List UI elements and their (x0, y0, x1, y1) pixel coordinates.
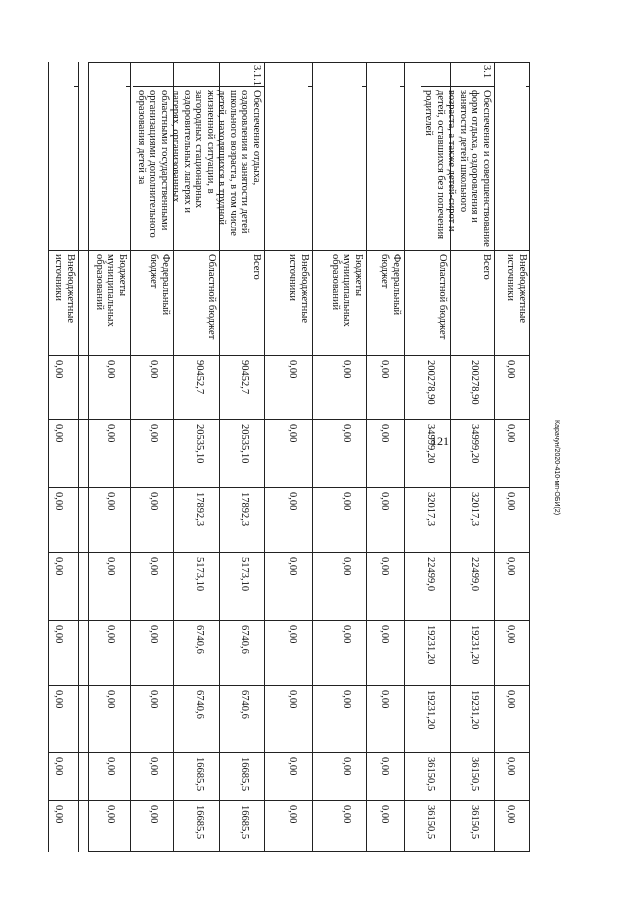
value-cell: 0,00 (265, 487, 312, 552)
value-cell: 0,00 (131, 355, 173, 419)
value-cell: 0,00 (313, 419, 366, 487)
row-title (215, 86, 219, 250)
row-title (74, 86, 78, 250)
row-number (313, 62, 366, 86)
document-footer: Карачун/2020-410-мп-ОБИ(2) (553, 420, 560, 516)
table-row (404, 62, 450, 852)
value-cell: 0,00 (79, 752, 130, 800)
value-cell: 34999,20 (451, 419, 494, 487)
value-cell: 0,00 (265, 355, 312, 419)
value-cell: 0,00 (367, 752, 404, 800)
value-cell: 200278,90 (451, 355, 494, 419)
value-cell: 16685,5 (220, 752, 264, 800)
value-cell: 17892,3 (220, 487, 264, 552)
row-title (526, 86, 530, 250)
row-number (174, 62, 219, 86)
budget-table (53, 62, 530, 852)
table-row (130, 62, 173, 852)
value-cell: 0,00 (49, 419, 78, 487)
value-cell: 0,00 (495, 487, 530, 552)
value-cell: 0,00 (313, 752, 366, 800)
value-cell: 5173,10 (220, 552, 264, 620)
value-cell: 0,00 (131, 685, 173, 752)
value-cell: 22499,0 (451, 552, 494, 620)
value-cell: 0,00 (313, 620, 366, 685)
value-cell: 0,00 (265, 419, 312, 487)
value-cell: 36150,5 (451, 752, 494, 800)
value-cell: 6740,6 (220, 685, 264, 752)
value-cell: 0,00 (495, 752, 530, 800)
row-title: Обеспечение отдыха, оздоровления и занятости детей школьного возраста, в том числе детей, находящихся в трудной жизненной ситуации, в загородных стационарных оздоровительных лагерях и лагерях, организованных областными государственными организациями дополнительного образования детей за (134, 86, 265, 250)
value-cell: 0,00 (79, 355, 130, 419)
value-cell: 19231,20 (405, 685, 450, 752)
value-cell: 0,00 (367, 620, 404, 685)
value-cell: 34999,20 (405, 419, 450, 487)
value-cell: 0,00 (495, 800, 530, 852)
value-cell: 0,00 (313, 800, 366, 852)
value-cell: 32017,3 (451, 487, 494, 552)
value-cell: 17892,3 (174, 487, 219, 552)
row-number (405, 62, 450, 86)
row-title: Обеспечение и совершенствование форм отдыха, оздоровления и занятости детей школьного возраста, а также детей-сирот и детей, оставшихся без попечения родителей (421, 86, 494, 250)
value-cell: 0,00 (495, 552, 530, 620)
value-cell: 0,00 (495, 419, 530, 487)
value-cell: 0,00 (131, 552, 173, 620)
row-number (131, 62, 173, 86)
value-cell: 20535,10 (220, 419, 264, 487)
value-cell: 0,00 (49, 487, 78, 552)
funding-source: Внебюджетные источники (495, 250, 530, 355)
funding-source: Областной бюджет (405, 250, 450, 355)
value-cell: 20535,10 (174, 419, 219, 487)
funding-source: Областной бюджет (174, 250, 219, 355)
value-cell: 0,00 (131, 752, 173, 800)
row-title (446, 86, 450, 250)
value-cell: 0,00 (131, 620, 173, 685)
value-cell: 0,00 (367, 685, 404, 752)
row-number (49, 62, 78, 86)
value-cell: 0,00 (49, 752, 78, 800)
value-cell: 0,00 (131, 487, 173, 552)
value-cell: 6740,6 (174, 685, 219, 752)
row-title (169, 86, 173, 250)
funding-source: Федеральный бюджет (131, 250, 173, 355)
page-number: 121 (431, 434, 449, 448)
value-cell: 0,00 (313, 355, 366, 419)
value-cell: 0,00 (495, 620, 530, 685)
value-cell: 0,00 (79, 419, 130, 487)
value-cell: 0,00 (495, 355, 530, 419)
funding-source: Внебюджетные источники (265, 250, 312, 355)
table-row (48, 62, 78, 852)
value-cell: 0,00 (49, 800, 78, 852)
value-cell: 0,00 (367, 552, 404, 620)
value-cell: 36150,5 (405, 752, 450, 800)
funding-source: Федеральный бюджет (367, 250, 404, 355)
value-cell: 0,00 (79, 685, 130, 752)
value-cell: 0,00 (313, 685, 366, 752)
row-number (79, 62, 130, 86)
value-cell: 0,00 (49, 552, 78, 620)
value-cell: 19231,20 (405, 620, 450, 685)
value-cell: 6740,6 (174, 620, 219, 685)
value-cell: 5173,10 (174, 552, 219, 620)
value-cell: 22499,0 (405, 552, 450, 620)
value-cell: 0,00 (265, 620, 312, 685)
table-row (312, 62, 366, 852)
funding-source: Всего (451, 250, 494, 355)
value-cell: 19231,20 (451, 620, 494, 685)
funding-source: Всего (220, 250, 264, 355)
row-number (265, 62, 312, 86)
value-cell: 0,00 (49, 685, 78, 752)
row-number: 3.1.1 (251, 65, 262, 86)
value-cell: 0,00 (131, 419, 173, 487)
value-cell: 0,00 (79, 620, 130, 685)
value-cell: 0,00 (49, 620, 78, 685)
row-title (400, 86, 404, 250)
funding-source: Внебюджетные источники (49, 250, 78, 355)
row-number (367, 62, 404, 86)
table-row (366, 62, 404, 852)
value-cell: 0,00 (79, 552, 130, 620)
value-cell: 0,00 (495, 685, 530, 752)
value-cell: 16685,5 (220, 800, 264, 852)
value-cell: 0,00 (265, 800, 312, 852)
funding-source: Бюджеты муниципальных образований (79, 250, 130, 355)
value-cell: 36150,5 (405, 800, 450, 852)
table-row (173, 62, 219, 852)
value-cell: 0,00 (131, 800, 173, 852)
table-row (494, 62, 530, 852)
value-cell: 36150,5 (451, 800, 494, 852)
value-cell: 200278,90 (405, 355, 450, 419)
value-cell: 0,00 (265, 552, 312, 620)
value-cell: 0,00 (49, 355, 78, 419)
value-cell: 0,00 (367, 800, 404, 852)
value-cell: 6740,6 (220, 620, 264, 685)
value-cell: 0,00 (367, 487, 404, 552)
row-title (308, 86, 312, 250)
value-cell: 0,00 (313, 552, 366, 620)
funding-source: Бюджеты муниципальных образований (313, 250, 366, 355)
value-cell: 0,00 (313, 487, 366, 552)
value-cell: 32017,3 (405, 487, 450, 552)
row-number (495, 62, 530, 86)
value-cell: 16685,5 (174, 800, 219, 852)
value-cell: 0,00 (79, 800, 130, 852)
value-cell: 0,00 (367, 355, 404, 419)
value-cell: 0,00 (265, 685, 312, 752)
value-cell: 0,00 (265, 752, 312, 800)
value-cell: 0,00 (79, 487, 130, 552)
value-cell: 90452,7 (220, 355, 264, 419)
row-title (362, 86, 366, 250)
table-row (78, 62, 130, 852)
value-cell: 19231,20 (451, 685, 494, 752)
table-row (264, 62, 312, 852)
value-cell: 90452,7 (174, 355, 219, 419)
row-title (126, 86, 130, 250)
value-cell: 16685,5 (174, 752, 219, 800)
row-number: 3.1 (481, 65, 492, 79)
value-cell: 0,00 (367, 419, 404, 487)
